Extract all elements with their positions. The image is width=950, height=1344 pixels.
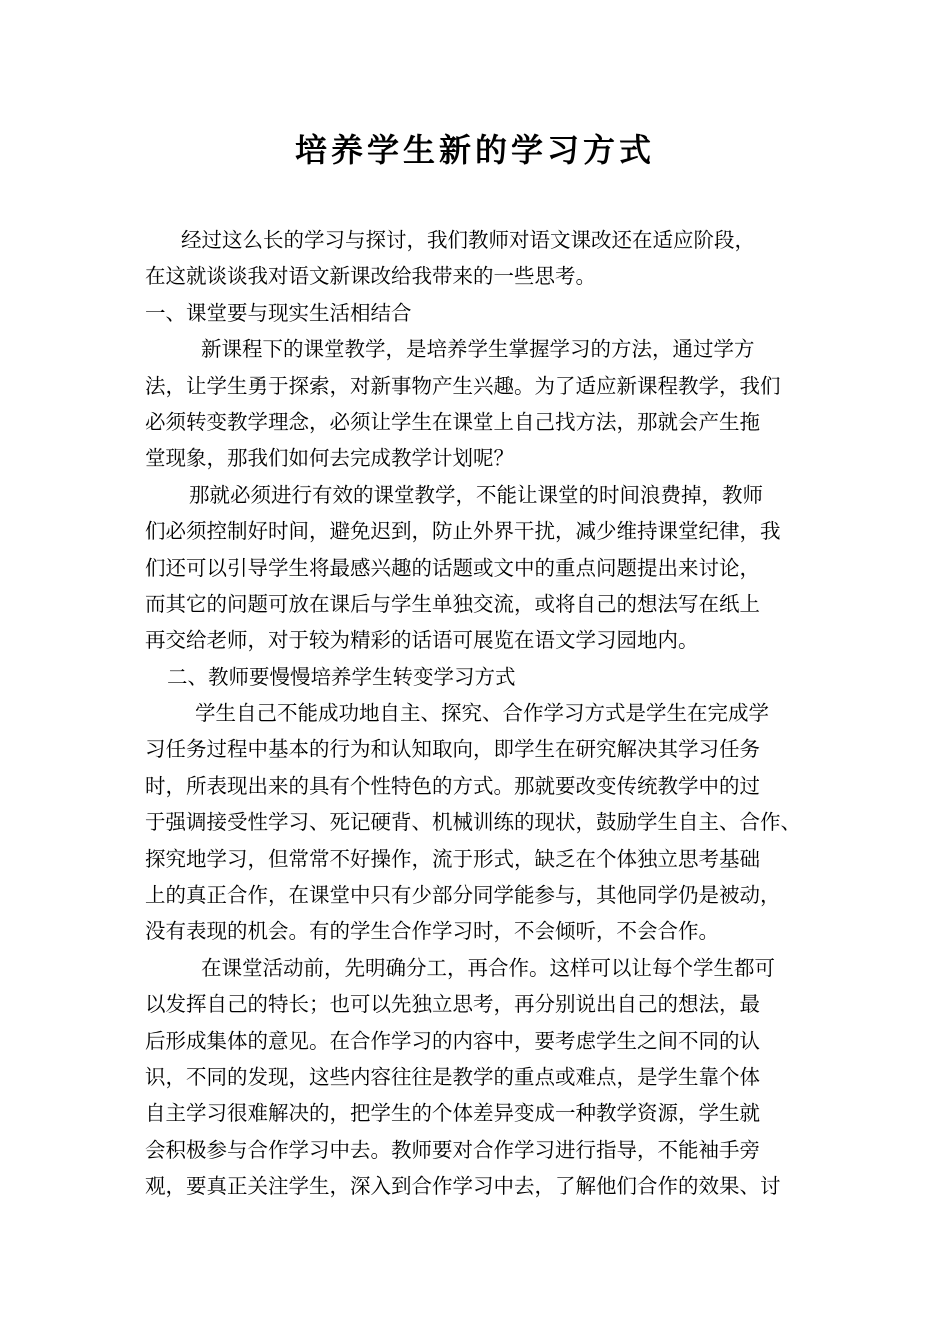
text-line: 经过这么长的学习与探讨，我们教师对语文课改还在适应阶段，: [181, 228, 755, 252]
text-line: 法，让学生勇于探索，对新事物产生兴趣。为了适应新课程教学，我们: [145, 373, 781, 398]
section-heading-1: [145, 295, 807, 331]
text-line: 会积极参与合作学习中去。教师要对合作学习进行指导，不能袖手旁: [145, 1137, 760, 1162]
section2-paragraph-2: [145, 950, 807, 1205]
text-line: 自主学习很难解决的，把学生的个体差异变成一种教学资源，学生就: [145, 1101, 760, 1126]
text-line: 识，不同的发现，这些内容往往是教学的重点或难点，是学生靠个体: [145, 1064, 760, 1089]
section1-paragraph-1: [145, 331, 807, 477]
text-line: 上的真正合作，在课堂中只有少部分同学能参与，其他同学仍是被动，: [145, 883, 781, 908]
heading-line: 一、课堂要与现实生活相结合: [145, 300, 412, 325]
text-line: 们还可以引导学生将最感兴趣的话题或文中的重点问题提出来讨论，: [145, 555, 760, 580]
section-heading-2: [145, 659, 807, 695]
text-line: 在这就谈谈我对语文新课改给我带来的一些思考。: [145, 264, 596, 289]
text-line: 以发挥自己的特长；也可以先独立思考，再分别说出自己的想法，最: [145, 992, 760, 1017]
text-line: 没有表现的机会。有的学生合作学习时，不会倾听，不会合作。: [145, 919, 719, 944]
text-line: 学生自己不能成功地自主、探究、合作学习方式是学生在完成学: [195, 701, 769, 726]
document-body: [145, 222, 807, 1205]
text-line: 而其它的问题可放在课后与学生单独交流，或将自己的想法写在纸上: [145, 591, 760, 616]
text-line: 习任务过程中基本的行为和认知取向，即学生在研究解决其学习任务: [145, 737, 760, 762]
text-line: 新课程下的课堂教学，是培养学生掌握学习的方法，通过学方: [201, 337, 755, 362]
heading-line: 二、教师要慢慢培养学生转变学习方式: [167, 664, 516, 689]
section2-paragraph-1: [145, 695, 807, 950]
text-line: 探究地学习，但常常不好操作，流于形式，缺乏在个体独立思考基础: [145, 846, 760, 871]
text-line: 必须转变教学理念，必须让学生在课堂上自己找方法，那就会产生拖: [145, 409, 760, 434]
text-line: 时，所表现出来的具有个性特色的方式。那就要改变传统教学中的过: [145, 773, 760, 798]
text-line: 后形成集体的意见。在合作学习的内容中，要考虑学生之间不同的认: [145, 1028, 760, 1053]
text-line: 们必须控制好时间，避免迟到，防止外界干扰，减少维持课堂纪律，我: [145, 519, 781, 544]
text-line: 再交给老师，对于较为精彩的话语可展览在语文学习园地内。: [145, 628, 699, 653]
text-line: 在课堂活动前，先明确分工，再合作。这样可以让每个学生都可: [201, 955, 775, 980]
intro-paragraph: [145, 222, 807, 295]
text-line: 观，要真正关注学生，深入到合作学习中去，了解他们合作的效果、讨: [145, 1174, 781, 1199]
document-title: 培养学生新的学习方式: [294, 131, 655, 169]
section1-paragraph-2: [145, 477, 807, 659]
text-line: 于强调接受性学习、死记硬背、机械训练的现状，鼓励学生自主、合作、: [145, 810, 801, 835]
text-line: 堂现象，那我们如何去完成教学计划呢？: [145, 446, 514, 471]
text-line: 那就必须进行有效的课堂教学，不能让课堂的时间浪费掉，教师: [189, 482, 763, 507]
